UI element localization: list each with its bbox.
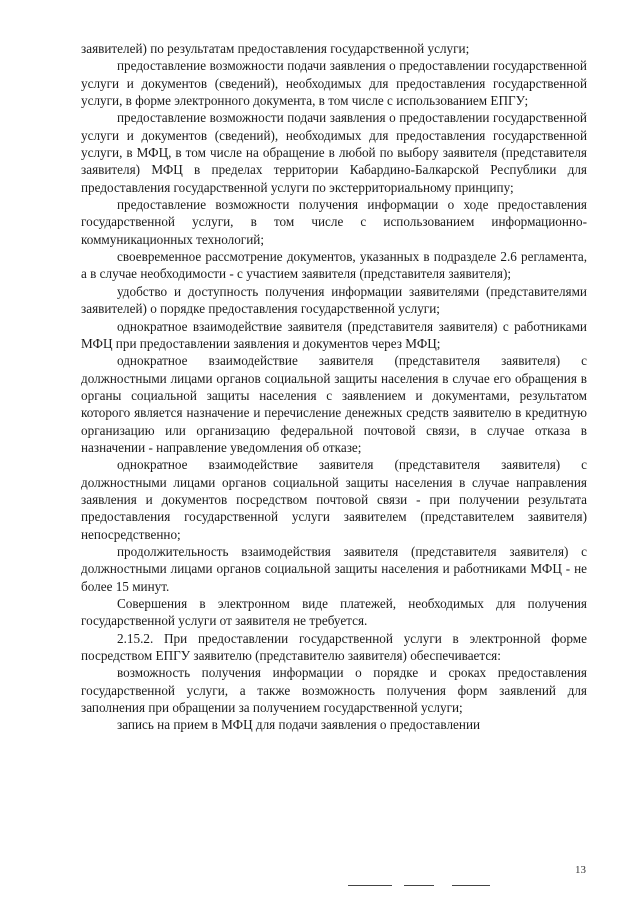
paragraph-info-and-forms: возможность получения информации о порядке и сроках предоставления государственной услуги, а также возможность получения форм заявлений для заполнения при обращении за получением государственной услуги;: [81, 665, 587, 716]
scan-artifact-line: [404, 885, 434, 886]
paragraph-progress-info: предоставление возможности получения информации о ходе предоставления государственной услуги, в том числе с использованием информационно-коммуникационных технологий;: [81, 197, 587, 247]
paragraph-appointment: запись на прием в МФЦ для подачи заявления о предоставлении: [117, 717, 481, 733]
paragraph-postal-interaction: однократное взаимодействие заявителя (представителя заявителя) с должностными лицами органов социальной защиты населения в случае направления заявления и документов посредством почтовой связи - при получении результата предоставления государственной услуги заявителем (представителем заявителя) непосредственно;: [81, 457, 587, 542]
paragraph-section-2-15-2: 2.15.2. При предоставлении государственной услуги в электронной форме посредством ЕПГУ заявителю (представителю заявителя) обеспечивается:: [81, 630, 587, 664]
scan-artifact-line: [452, 885, 490, 886]
paragraph-payments: Совершения в электронном виде платежей, необходимых для получения государственной услуги от заявителя не требуется.: [81, 596, 587, 629]
paragraph-accessibility: удобство и доступность получения информации заявителями (представителями заявителей) о порядке предоставления государственной услуги;: [81, 283, 587, 317]
paragraph-electronic-submission: предоставление возможности подачи заявления о предоставлении государственной услуги и документов (сведений), необходимых для предоставления государственной услуги, в форме электронного документа, в том числе с использованием ЕПГУ;: [81, 58, 587, 109]
paragraph-timely-review: своевременное рассмотрение документов, указанных в подразделе 2.6 регламента, а в случае необходимости - с участием заявителя (представителя заявителя);: [81, 249, 587, 282]
paragraph-continuation: заявителей) по результатам предоставления государственной услуги;: [81, 41, 470, 56]
paragraph-mfc-submission: предоставление возможности подачи заявления о предоставлении государственной услуги и документов (сведений), необходимых для предоставления государственной услуги, в МФЦ, в том числе на обращение в любой по выбору заявителя (представителя заявителя) МФЦ в пределах территории Кабардино-Балкарской Республики для предоставления государственной услуги по экстерриториальному принципу;: [81, 110, 587, 195]
page-number: 13: [575, 864, 586, 876]
document-body: [81, 40, 587, 734]
paragraph-duration: продолжительность взаимодействия заявителя (представителя заявителя) с должностными лицами органов социальной защиты населения и работниками МФЦ - не более 15 минут.: [81, 543, 587, 594]
paragraph-mfc-interaction: однократное взаимодействие заявителя (представителя заявителя) с работниками МФЦ при предоставлении заявления и документов через МФЦ;: [81, 318, 587, 351]
paragraph-social-protection-interaction: однократное взаимодействие заявителя (представителя заявителя) с должностными лицами органов социальной защиты населения в случае его обращения в органы социальной защиты населения с заявлением и документами, результатом которого является назначение и перечисление денежных средств заявителю в кредитную организацию или организацию федеральной почтовой связи, в случае отказа в назначении - направление уведомления об отказе;: [81, 353, 587, 455]
scan-artifact-line: [348, 885, 392, 886]
